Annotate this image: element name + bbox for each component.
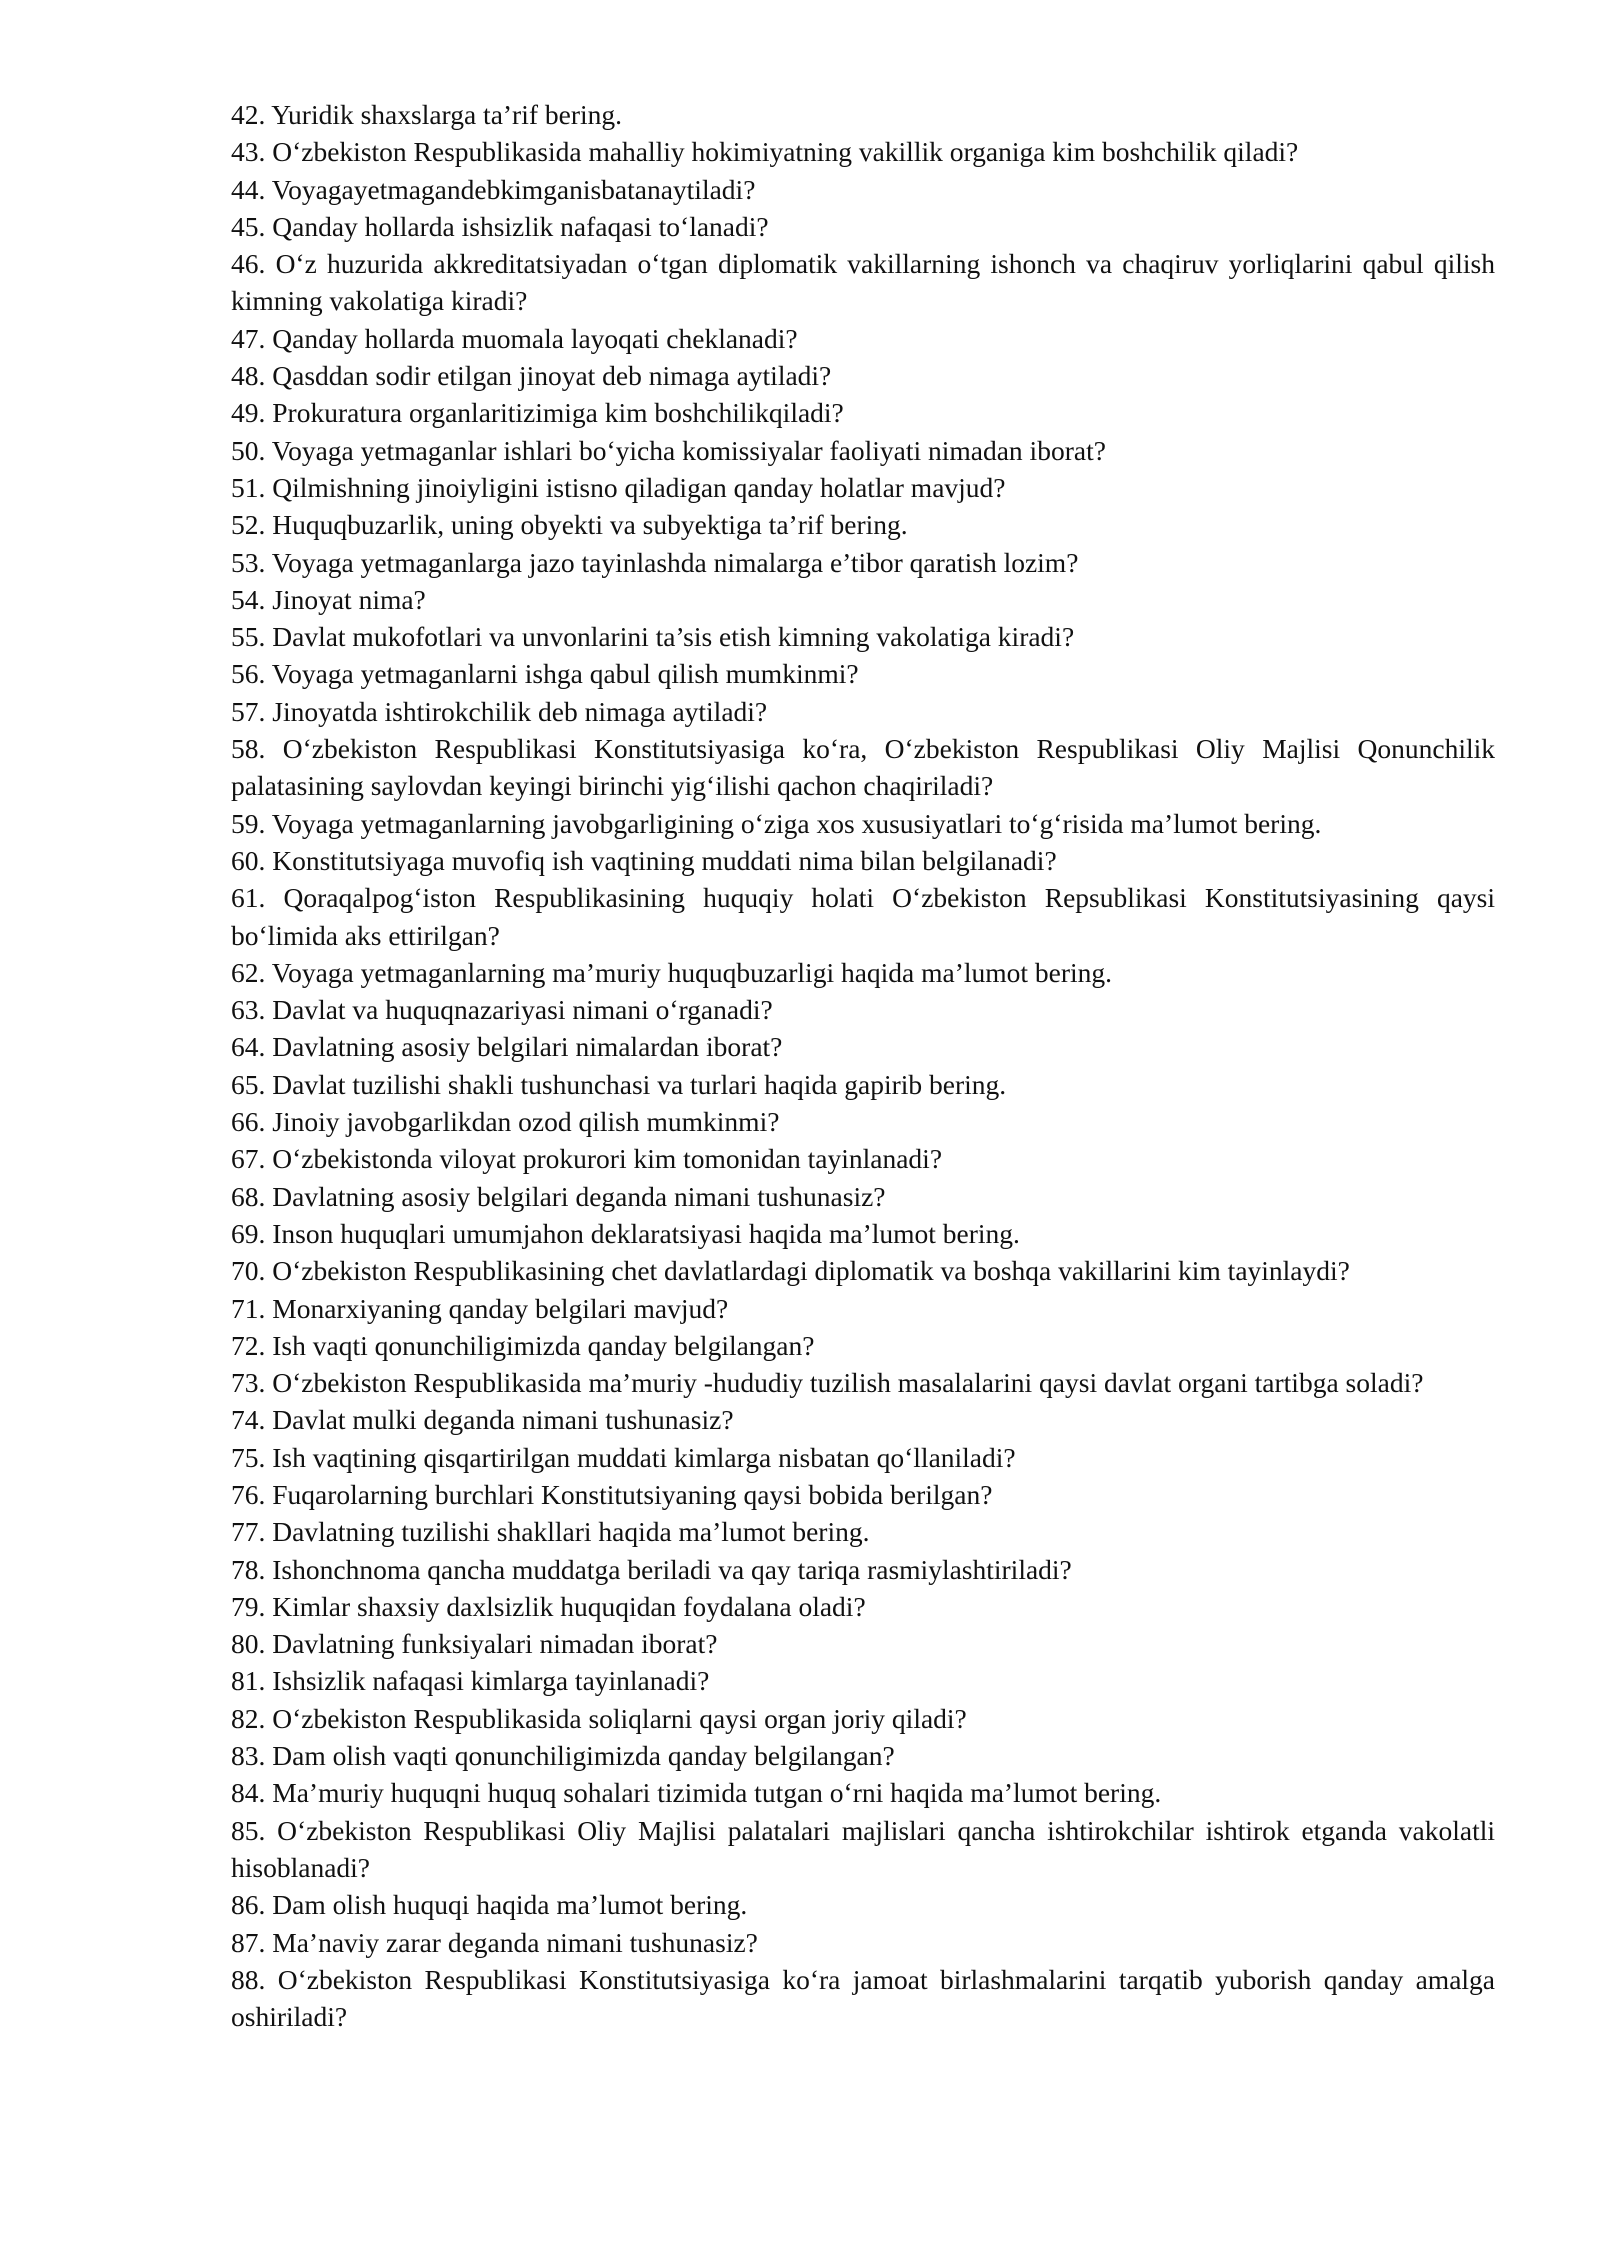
question-item: 54. Jinoyat nima? xyxy=(231,583,426,615)
question-item: 51. Qilmishning jinoiyligini istisno qiladigan qanday holatlar mavjud? xyxy=(231,471,1006,503)
question-item: 50. Voyaga yetmaganlar ishlari bo‘yicha komissiyalar faoliyati nimadan iborat? xyxy=(231,434,1106,466)
question-item: 74. Davlat mulki deganda nimani tushunasiz? xyxy=(231,1404,734,1436)
question-item: 72. Ish vaqti qonunchiligimizda qanday belgilangan? xyxy=(231,1329,815,1361)
question-item: 80. Davlatning funksiyalari nimadan iborat? xyxy=(231,1628,718,1660)
question-item: 42. Yuridik shaxslarga ta’rif bering. xyxy=(231,99,623,130)
question-item: 66. Jinoiy javobgarlikdan ozod qilish mumkinmi? xyxy=(231,1106,780,1138)
question-item: 78. Ishonchnoma qancha muddatga beriladi va qay tariqa rasmiylashtiriladi? xyxy=(231,1553,1072,1585)
question-item: 55. Davlat mukofotlari va unvonlarini ta’sis etish kimning vakolatiga kiradi? xyxy=(231,621,1075,653)
question-item: 48. Qasddan sodir etilgan jinoyat deb nimaga aytiladi? xyxy=(231,360,832,392)
question-item: 77. Davlatning tuzilishi shakllari haqida ma’lumot bering. xyxy=(231,1516,870,1548)
question-list xyxy=(231,96,1495,2035)
question-item: 67. O‘zbekistonda viloyat prokurori kim tomonidan tayinlanadi? xyxy=(231,1143,943,1175)
question-item: 73. O‘zbekiston Respublikasida ma’muriy -hududiy tuzilish masalalarini qaysi davlat organi tartibga soladi? xyxy=(231,1367,1424,1399)
question-item: 57. Jinoyatda ishtirokchilik deb nimaga aytiladi? xyxy=(231,695,768,727)
question-item: 83. Dam olish vaqti qonunchiligimizda qanday belgilangan? xyxy=(231,1740,895,1772)
question-item: 52. Huquqbuzarlik, uning obyekti va subyektiga ta’rif bering. xyxy=(231,509,908,541)
question-item: 44. Voyagayetmagandebkimganisbatanaytiladi? xyxy=(231,173,756,205)
question-item: 81. Ishsizlik nafaqasi kimlarga tayinlanadi? xyxy=(231,1665,710,1697)
question-item: 62. Voyaga yetmaganlarning ma’muriy huquqbuzarligi haqida ma’lumot bering. xyxy=(231,956,1113,988)
question-item: 84. Ma’muriy huquqni huquq sohalari tizimida tutgan o‘rni haqida ma’lumot bering. xyxy=(231,1777,1162,1809)
question-item: 85. O‘zbekiston Respublikasi Oliy Majlisi palatalari majlislari qancha ishtirokchilar ishtirok etganda vakolatli hisoblanadi? xyxy=(231,1814,1495,1883)
question-item: 49. Prokuratura organlaritizimiga kim boshchilikqiladi? xyxy=(231,397,844,429)
question-item: 68. Davlatning asosiy belgilari deganda nimani tushunasiz? xyxy=(231,1180,886,1212)
question-item: 43. O‘zbekiston Respublikasida mahalliy hokimiyatning vakillik organiga kim boshchilik qiladi? xyxy=(231,136,1299,168)
question-item: 86. Dam olish huquqi haqida ma’lumot bering. xyxy=(231,1889,748,1921)
question-item: 56. Voyaga yetmaganlarni ishga qabul qilish mumkinmi? xyxy=(231,658,859,690)
question-item: 70. O‘zbekiston Respublikasining chet davlatlardagi diplomatik va boshqa vakillarini kim tayinlaydi? xyxy=(231,1255,1350,1287)
question-item: 71. Monarxiyaning qanday belgilari mavjud? xyxy=(231,1292,729,1324)
question-item: 53. Voyaga yetmaganlarga jazo tayinlashda nimalarga e’tibor qaratish lozim? xyxy=(231,546,1079,578)
question-item: 76. Fuqarolarning burchlari Konstitutsiyaning qaysi bobida berilgan? xyxy=(231,1478,993,1510)
question-item: 88. O‘zbekiston Respublikasi Konstitutsiyasiga ko‘ra jamoat birlashmalarini tarqatib yuborish qanday amalga oshiriladi? xyxy=(231,1963,1495,2033)
question-item: 45. Qanday hollarda ishsizlik nafaqasi to‘lanadi? xyxy=(231,210,769,242)
question-item: 47. Qanday hollarda muomala layoqati cheklanadi? xyxy=(231,322,798,354)
question-item: 75. Ish vaqtining qisqartirilgan muddati kimlarga nisbatan qo‘llaniladi? xyxy=(231,1441,1016,1473)
question-item: 87. Ma’naviy zarar deganda nimani tushunasiz? xyxy=(231,1926,758,1958)
question-item: 59. Voyaga yetmaganlarning javobgarligining o‘ziga xos xususiyatlari to‘g‘risida ma’lumot bering. xyxy=(231,807,1322,839)
question-item: 82. O‘zbekiston Respublikasida soliqlarni qaysi organ joriy qiladi? xyxy=(231,1702,967,1734)
question-item: 46. O‘z huzurida akkreditatsiyadan o‘tgan diplomatik vakillarning ishonch va chaqiruv yorliqlarini qabul qilish kimning vakolatiga kiradi? xyxy=(231,248,1495,317)
question-item: 61. Qoraqalpog‘iston Respublikasining huquqiy holati O‘zbekiston Repsublikasi Konstitutsiyasining qaysi bo‘limida aks ettirilgan? xyxy=(231,882,1495,951)
question-item: 58. O‘zbekiston Respublikasi Konstitutsiyasiga ko‘ra, O‘zbekiston Respublikasi Oliy Majlisi Qonunchilik palatasining saylovdan keyingi birinchi yig‘ilishi qachon chaqiriladi? xyxy=(231,733,1495,802)
question-item: 64. Davlatning asosiy belgilari nimalardan iborat? xyxy=(231,1031,783,1063)
question-item: 65. Davlat tuzilishi shakli tushunchasi va turlari haqida gapirib bering. xyxy=(231,1068,1007,1100)
question-item: 60. Konstitutsiyaga muvofiq ish vaqtining muddati nima bilan belgilanadi? xyxy=(231,844,1057,876)
question-item: 69. Inson huquqlari umumjahon deklaratsiyasi haqida ma’lumot bering. xyxy=(231,1217,1020,1249)
question-item: 63. Davlat va huquqnazariyasi nimani o‘rganadi? xyxy=(231,994,773,1026)
question-item: 79. Kimlar shaxsiy daxlsizlik huquqidan foydalana oladi? xyxy=(231,1590,866,1622)
